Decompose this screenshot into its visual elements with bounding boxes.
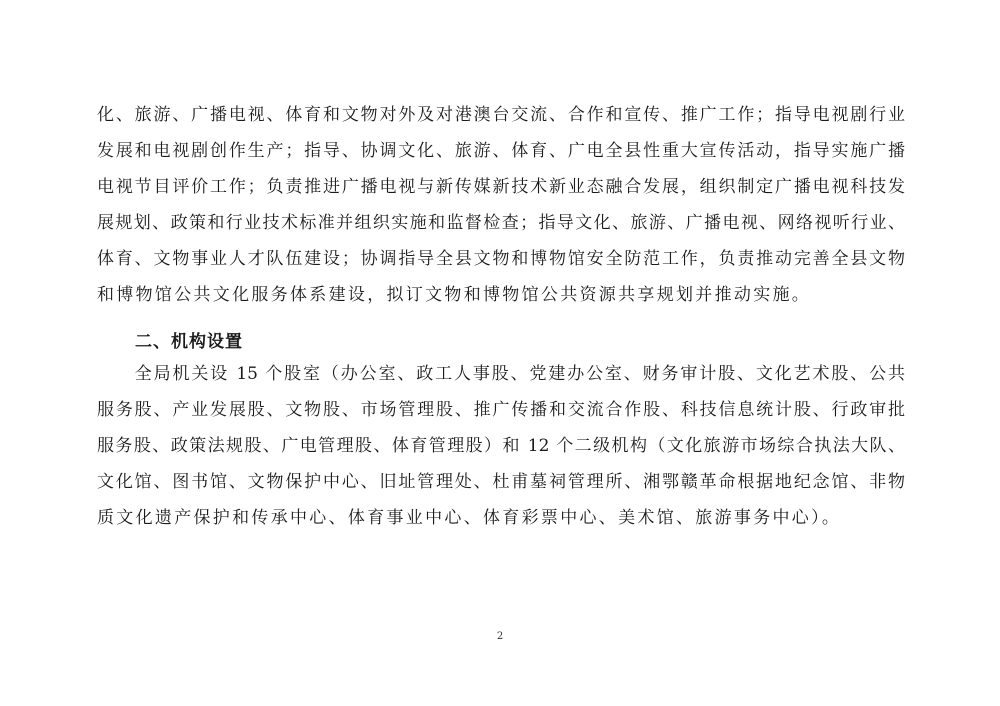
- paragraph-line: 服务股、政策法规股、广电管理股、体育管理股）和 12 个二级机构（文化旅游市场综合执法大队、: [97, 436, 905, 456]
- paragraph-line: 发展和电视剧创作生产；指导、协调文化、旅游、体育、广电全县性重大宣传活动，指导实施广播: [97, 141, 905, 161]
- paragraph-line: 和博物馆公共文化服务体系建设，拟订文物和博物馆公共资源共享规划并推动实施。: [97, 285, 812, 305]
- paragraph-line: 服务股、产业发展股、文物股、市场管理股、推广传播和交流合作股、科技信息统计股、行政审批: [97, 400, 905, 420]
- paragraph-line: 化、旅游、广播电视、体育和文物对外及对港澳台交流、合作和宣传、推广工作；指导电视剧行业: [97, 105, 905, 125]
- paragraph-line: 电视节目评价工作；负责推进广播电视与新传媒新技术新业态融合发展，组织制定广播电视科技发: [97, 177, 905, 197]
- paragraph-line: 全局机关设 15 个股室（办公室、政工人事股、党建办公室、财务审计股、文化艺术股、公共: [97, 364, 905, 384]
- paragraph-line: 体育、文物事业人才队伍建设；协调指导全县文物和博物馆安全防范工作，负责推动完善全县文物: [97, 249, 905, 269]
- page-number: 2: [496, 631, 504, 642]
- paragraph-line: 展规划、政策和行业技术标准并组织实施和监督检查；指导文化、旅游、广播电视、网络视听行业、: [97, 213, 905, 233]
- paragraph-line: 质文化遗产保护和传承中心、体育事业中心、体育彩票中心、美术馆、旅游事务中心）。: [97, 508, 842, 528]
- paragraph-line: 文化馆、图书馆、文物保护中心、旧址管理处、杜甫墓祠管理所、湘鄂赣革命根据地纪念馆、非物: [97, 472, 905, 492]
- section-heading: 二、机构设置: [135, 332, 243, 352]
